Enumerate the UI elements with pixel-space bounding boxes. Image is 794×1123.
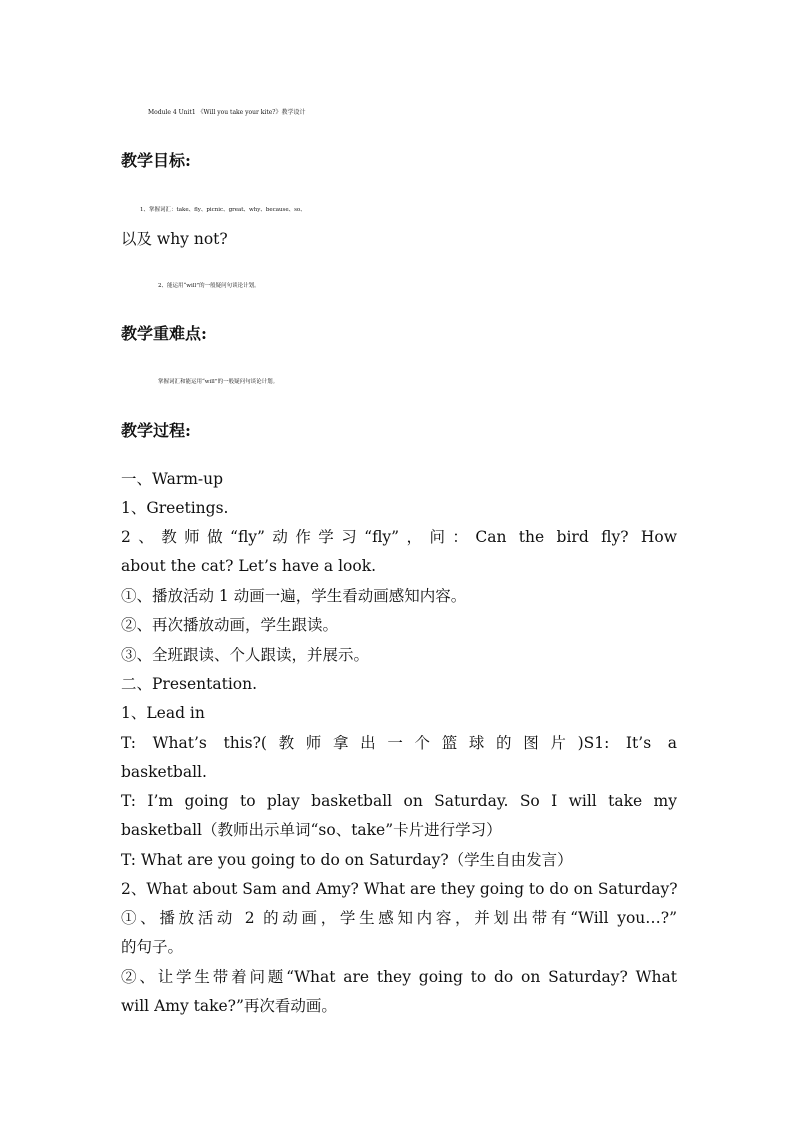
- dialog-line-4: basketball（教师出示单词“so、take”卡片进行学习）: [121, 821, 502, 839]
- sub-step-1: ①、播放活动 1 动画一遍，学生看动画感知内容。: [121, 587, 467, 605]
- sub-step-b-line-2: will Amy take?”再次看动画。: [121, 997, 337, 1015]
- key-points-heading: 教学重难点:: [121, 324, 207, 343]
- dialog-line-5: T: What are you going to do on Saturday?（学生自由发言）: [121, 851, 573, 869]
- sub-step-b-line-1: ②、让学生带着问题“What are they going to do on Saturday? What: [121, 968, 677, 986]
- document-title: Module 4 Unit1 《Will you take your kite?》教学设计: [148, 109, 306, 116]
- dialog-line-1: T: What’s this?(教师拿出一个篮球的图片)S1: It’s a: [121, 734, 677, 752]
- step-fly-line-2: about the cat? Let’s have a look.: [121, 557, 377, 575]
- section-warm-up: 一、Warm-up: [121, 470, 224, 488]
- step-lead-in: 1、Lead in: [121, 704, 205, 722]
- key-points-text: 掌握词汇和能运用“will”的一般疑问句谈论计划。: [158, 379, 279, 385]
- dialog-line-2: basketball.: [121, 763, 207, 781]
- goal-1-line-2: 以及 why not?: [121, 230, 228, 248]
- goals-heading: 教学目标:: [121, 151, 191, 170]
- process-heading: 教学过程:: [121, 421, 191, 440]
- sub-step-a-line-1: ①、播放活动 2 的动画，学生感知内容，并划出带有“Will you…?”: [121, 909, 677, 927]
- sub-step-2: ②、再次播放动画，学生跟读。: [121, 616, 339, 634]
- goal-1-line-1: 1、掌握词汇：take、fly、picnic、great、why、because、so、: [140, 207, 306, 213]
- step-greetings: 1、Greetings.: [121, 499, 229, 517]
- step-fly-line-1: 2、教师做“fly”动作学习“fly”，问：Can the bird fly? How: [121, 528, 677, 546]
- sub-step-3: ③、全班跟读、个人跟读，并展示。: [121, 646, 370, 664]
- dialog-line-3: T: I’m going to play basketball on Saturday. So I will take my: [121, 792, 677, 810]
- sub-step-a-line-2: 的句子。: [121, 938, 184, 956]
- goal-2: 2、能运用“will”的一般疑问句谈论计划。: [158, 283, 260, 289]
- step-2-question: 2、What about Sam and Amy? What are they going to do on Saturday?: [121, 880, 678, 898]
- section-presentation: 二、Presentation.: [121, 675, 258, 693]
